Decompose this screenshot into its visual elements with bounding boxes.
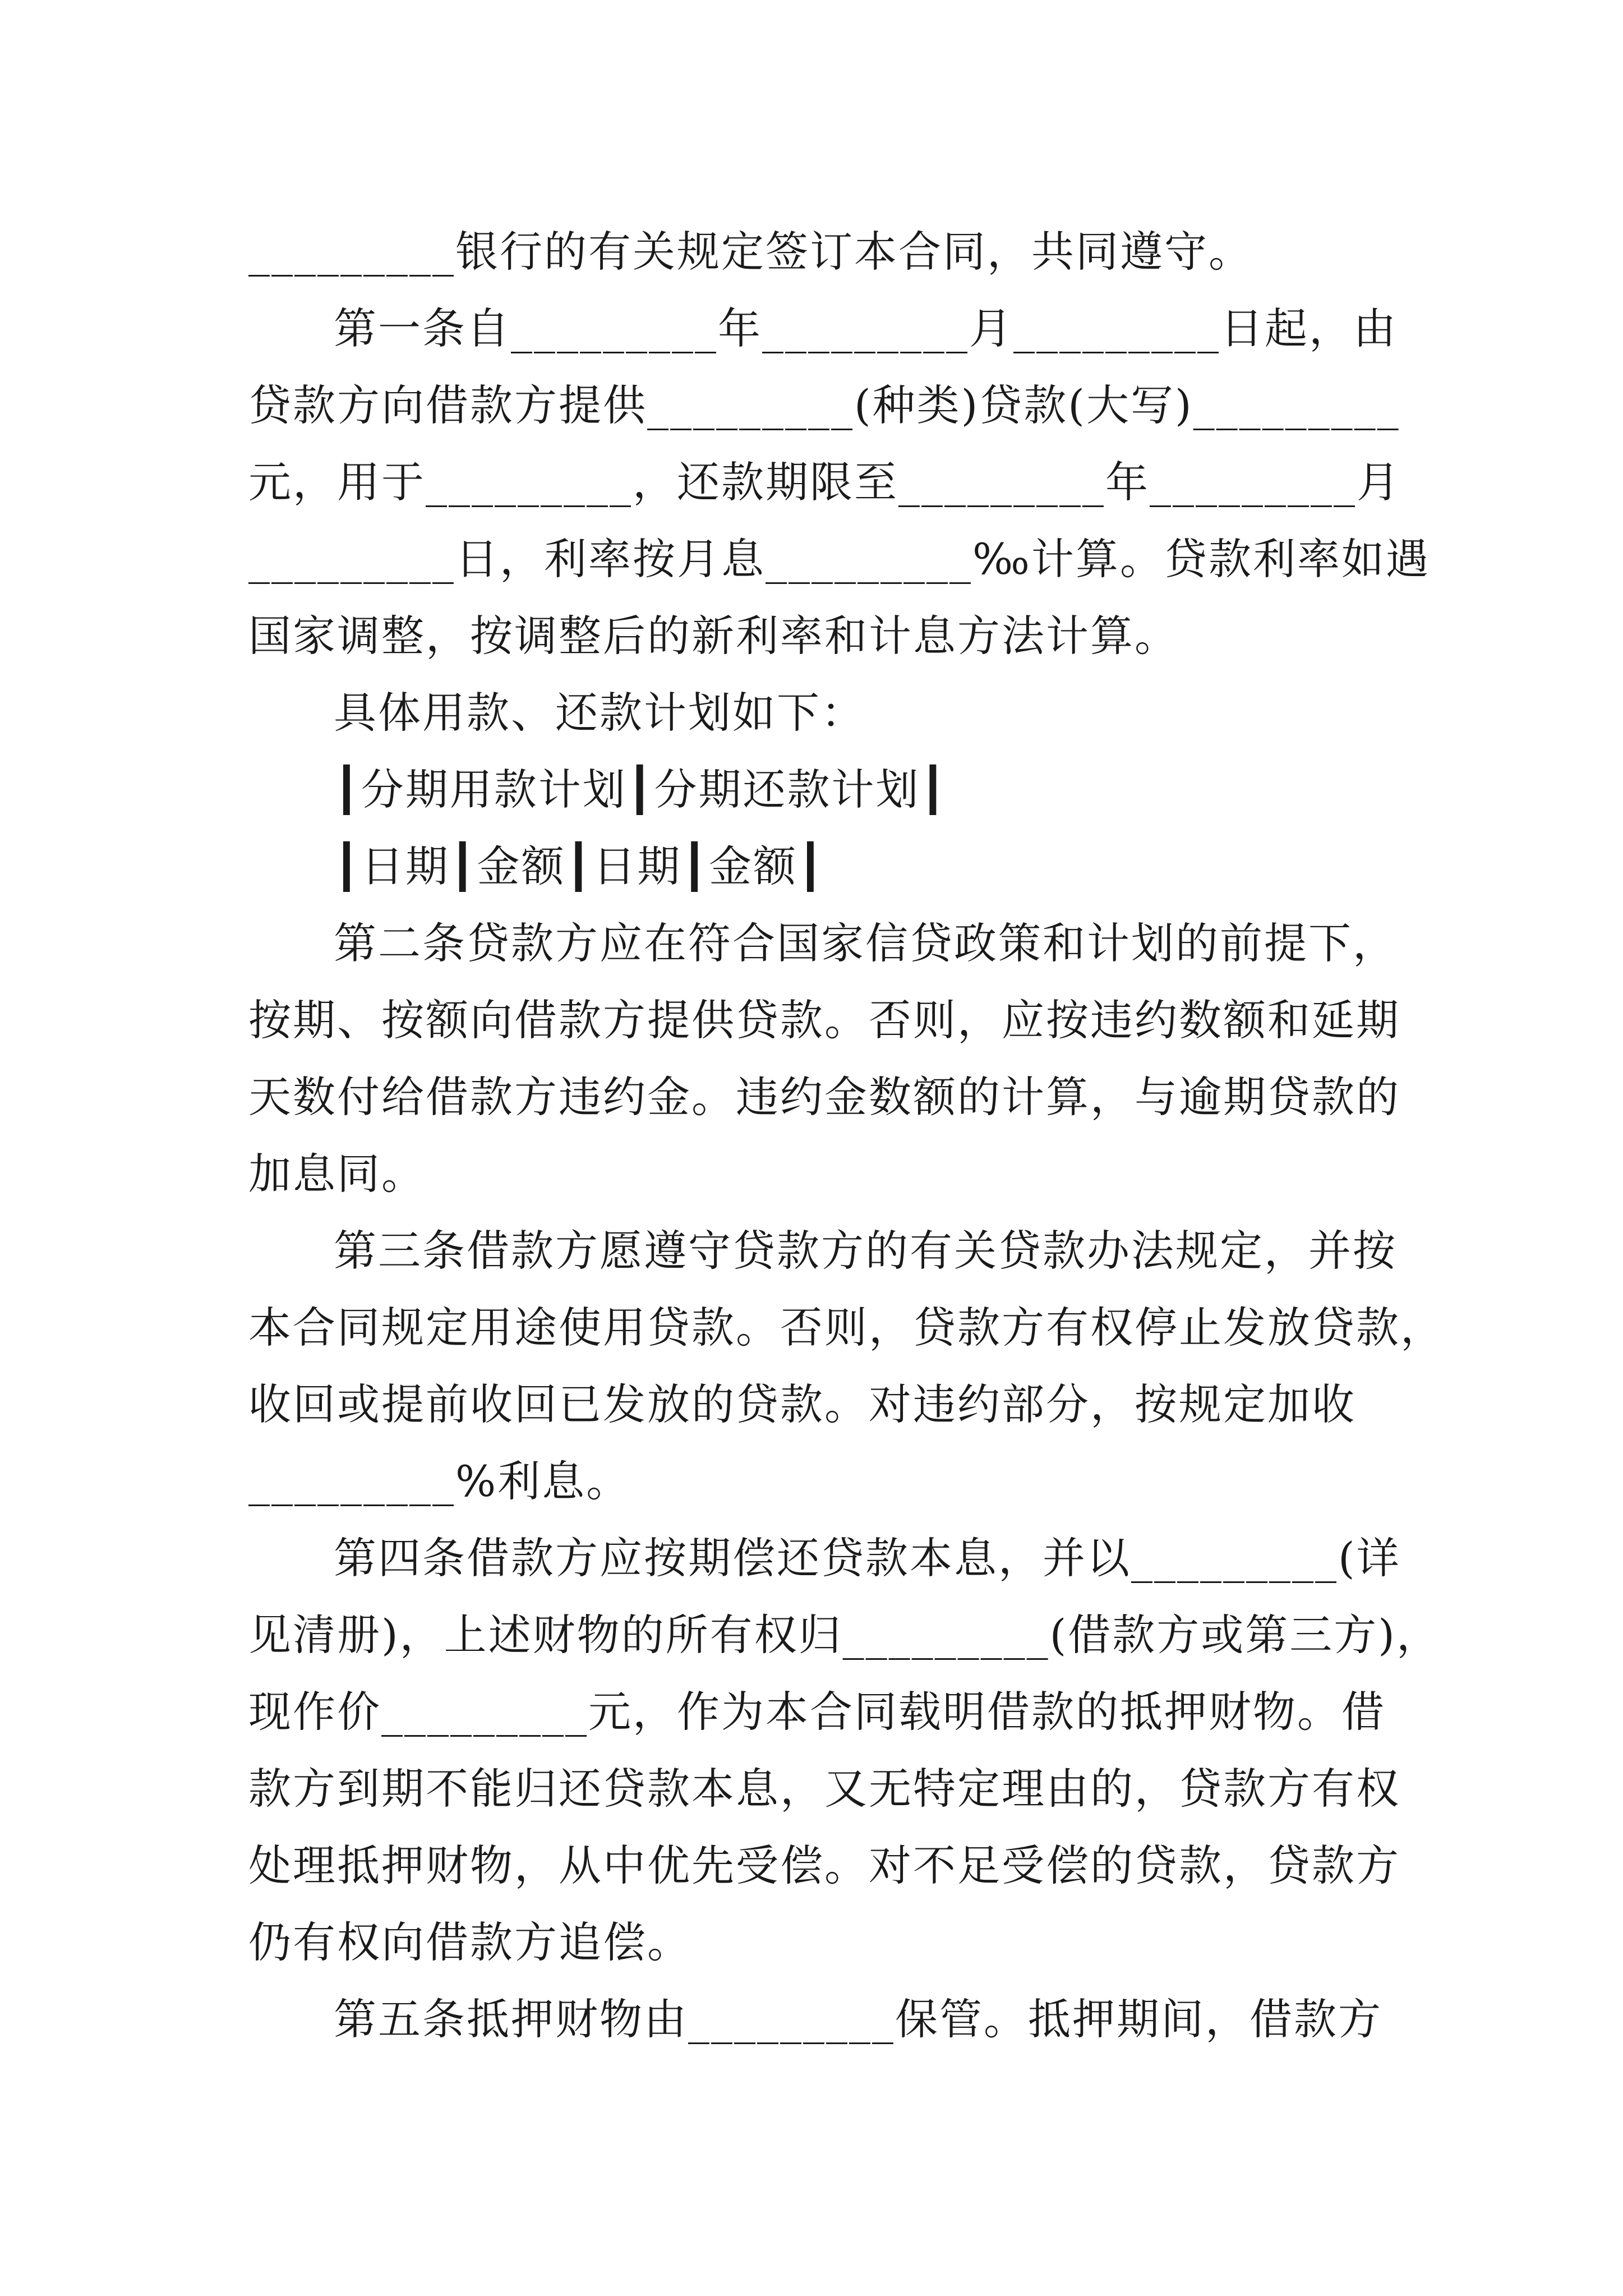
article-4-line-2: 见清册)，上述财物的所有权归_________(借款方或第三方)， (248, 1610, 1441, 1660)
article-3-line-4: _________%利息。 (248, 1456, 631, 1506)
article-5-line-1: 第五条抵押财物由_________保管。抵押期间，借款方 (334, 1994, 1382, 2044)
article-1-line-2: 贷款方向借款方提供_________(种类)贷款(大写)_________ (248, 380, 1400, 430)
plan-intro: 具体用款、还款计划如下： (334, 688, 865, 738)
article-1-line-3: 元，用于_________，还款期限至_________年_________月 (248, 457, 1401, 507)
article-3-line-2: 本合同规定用途使用贷款。否则，贷款方有权停止发放贷款， (248, 1303, 1445, 1352)
plan-table-columns: ┃日期┃金额┃日期┃金额┃ (334, 841, 825, 891)
article-3-line-1: 第三条借款方愿遵守贷款方的有关贷款办法规定，并按 (334, 1226, 1397, 1276)
article-4-line-6: 仍有权向借款方追偿。 (248, 1917, 691, 1967)
article-4-line-5: 处理抵押财物，从中优先受偿。对不足受偿的贷款，贷款方 (248, 1841, 1400, 1890)
plan-table-header: ┃分期用款计划┃分期还款计划┃ (334, 765, 948, 815)
text-line-1: _________银行的有关规定签订本合同，共同遵守。 (248, 227, 1253, 277)
article-2-line-3: 天数付给借款方违约金。违约金数额的计算，与逾期贷款的 (248, 1072, 1400, 1122)
article-4-line-4: 款方到期不能归还贷款本息，又无特定理由的，贷款方有权 (248, 1764, 1400, 1814)
article-1-line-1: 第一条自_________年_________月_________日起，由 (334, 303, 1398, 353)
article-1-line-4: _________日，利率按月息_________‰计算。贷款利率如遇 (248, 534, 1430, 584)
article-4-line-3: 现作价_________元，作为本合同载明借款的抵押财物。借 (248, 1687, 1386, 1737)
document-page (248, 213, 1445, 2058)
article-2-line-4: 加息同。 (248, 1149, 426, 1199)
article-2-line-1: 第二条贷款方应在符合国家信贷政策和计划的前提下， (334, 918, 1397, 968)
article-2-line-2: 按期、按额向借款方提供贷款。否则，应按违约数额和延期 (248, 995, 1400, 1045)
article-3-line-3: 收回或提前收回已发放的贷款。对违约部分，按规定加收 (248, 1379, 1356, 1429)
article-4-line-1: 第四条借款方应按期偿还贷款本息，并以_________(详 (334, 1533, 1401, 1583)
article-1-line-5: 国家调整，按调整后的新利率和计息方法计算。 (248, 611, 1179, 661)
